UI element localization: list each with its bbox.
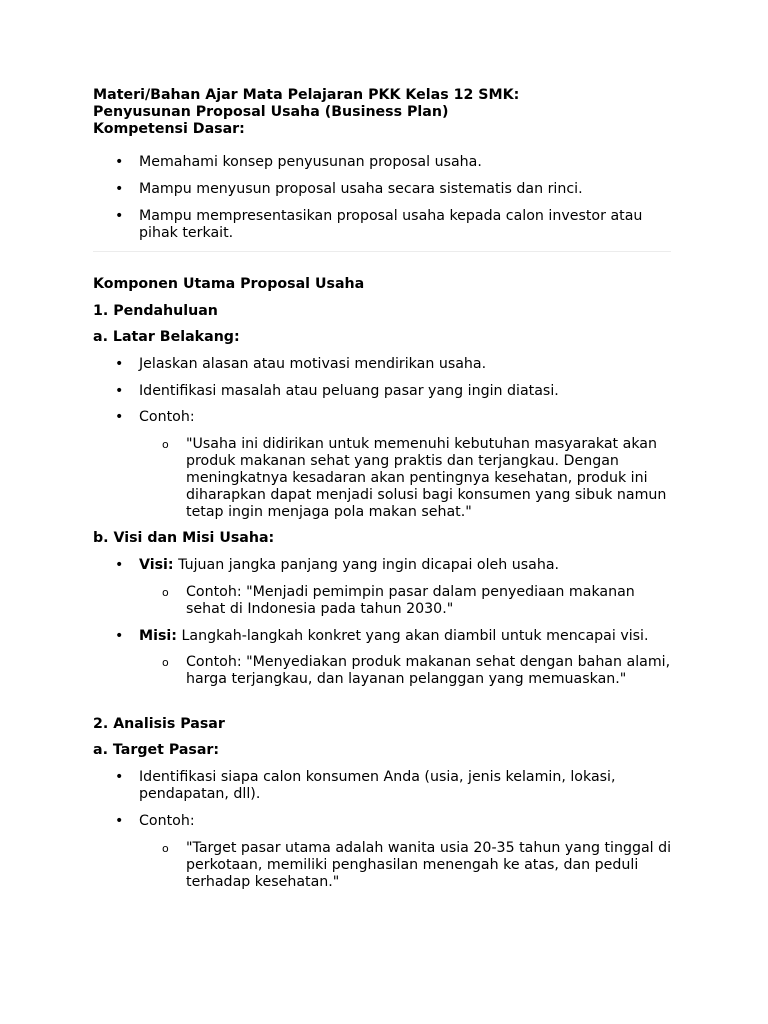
list-item: • Jelaskan alasan atau motivasi mendirikan usaha. [115, 356, 487, 372]
list-item: • Identifikasi siapa calon konsumen Anda (usia, jenis kelamin, lokasi, pendapatan, dll). [115, 769, 616, 802]
bullet-icon: • [115, 628, 124, 644]
document-page [93, 87, 683, 891]
visi-label: Visi: [139, 557, 174, 573]
document-title: Materi/Bahan Ajar Mata Pelajaran PKK Kelas 12 SMK: [93, 87, 520, 103]
bullet-icon: • [115, 813, 124, 829]
misi-list [93, 628, 683, 645]
subheading-latar-belakang: a. Latar Belakang: [93, 329, 240, 345]
subheading-target-pasar: a. Target Pasar: [93, 742, 220, 758]
bullet-icon: • [115, 154, 124, 170]
section-heading-komponen: Komponen Utama Proposal Usaha [93, 276, 365, 292]
bullet-icon: • [115, 356, 124, 372]
bullet-icon: • [115, 208, 124, 224]
kompetensi-list [93, 154, 683, 242]
bullet-icon: • [115, 557, 124, 573]
bullet-icon: • [115, 409, 124, 425]
section-heading-pendahuluan: 1. Pendahuluan [93, 303, 218, 319]
section-heading-analisis-pasar: 2. Analisis Pasar [93, 716, 225, 732]
list-item: • Mampu menyusun proposal usaha secara sistematis dan rinci. [115, 181, 583, 197]
list-item: o Contoh: "Menyediakan produk makanan sehat dengan bahan alami, harga terjangkau, dan layanan pelanggan yang memuaskan." [162, 654, 671, 687]
bullet-icon: • [115, 383, 124, 399]
latar-belakang-example-list [93, 436, 683, 521]
kompetensi-heading: Kompetensi Dasar: [93, 121, 245, 137]
sub-bullet-icon: o [162, 586, 169, 599]
list-item: • Memahami konsep penyusunan proposal usaha. [115, 154, 482, 170]
document-subtitle: Penyusunan Proposal Usaha (Business Plan) [93, 104, 449, 120]
list-item: o Contoh: "Menjadi pemimpin pasar dalam penyediaan makanan sehat di Indonesia pada tahun 2030." [162, 584, 635, 617]
list-item: • Visi: Tujuan jangka panjang yang ingin dicapai oleh usaha. [115, 557, 560, 573]
divider [93, 251, 671, 252]
list-item: o "Usaha ini didirikan untuk memenuhi kebutuhan masyarakat akan produk makanan sehat yang praktis dan terjangkau. Dengan meningkatnya kesadaran akan pentingnya kesehatan, produk ini diharapkan dapat menjadi solusi bagi konsumen yang sibuk namun tetap ingin menjaga pola makan sehat." [162, 436, 667, 520]
target-pasar-example-list [93, 840, 683, 891]
subheading-visi-misi: b. Visi dan Misi Usaha: [93, 530, 275, 546]
misi-label: Misi: [139, 628, 177, 644]
latar-belakang-list [93, 356, 683, 426]
bullet-icon: • [115, 181, 124, 197]
visi-example-list [93, 584, 683, 618]
target-pasar-list [93, 769, 683, 830]
list-item: • Identifikasi masalah atau peluang pasar yang ingin diatasi. [115, 383, 559, 399]
misi-example-list [93, 654, 683, 688]
sub-bullet-icon: o [162, 438, 169, 451]
sub-bullet-icon: o [162, 842, 169, 855]
document-header [93, 87, 683, 138]
list-item: o "Target pasar utama adalah wanita usia 20-35 tahun yang tinggal di perkotaan, memiliki penghasilan menengah ke atas, dan peduli terhadap kesehatan." [162, 840, 672, 890]
list-item: • Misi: Langkah-langkah konkret yang akan diambil untuk mencapai visi. [115, 628, 649, 644]
sub-bullet-icon: o [162, 656, 169, 669]
bullet-icon: • [115, 769, 124, 785]
list-item: • Contoh: [115, 813, 195, 829]
visi-list [93, 557, 683, 574]
list-item: • Contoh: [115, 409, 195, 425]
list-item: • Mampu mempresentasikan proposal usaha kepada calon investor atau pihak terkait. [115, 208, 643, 241]
